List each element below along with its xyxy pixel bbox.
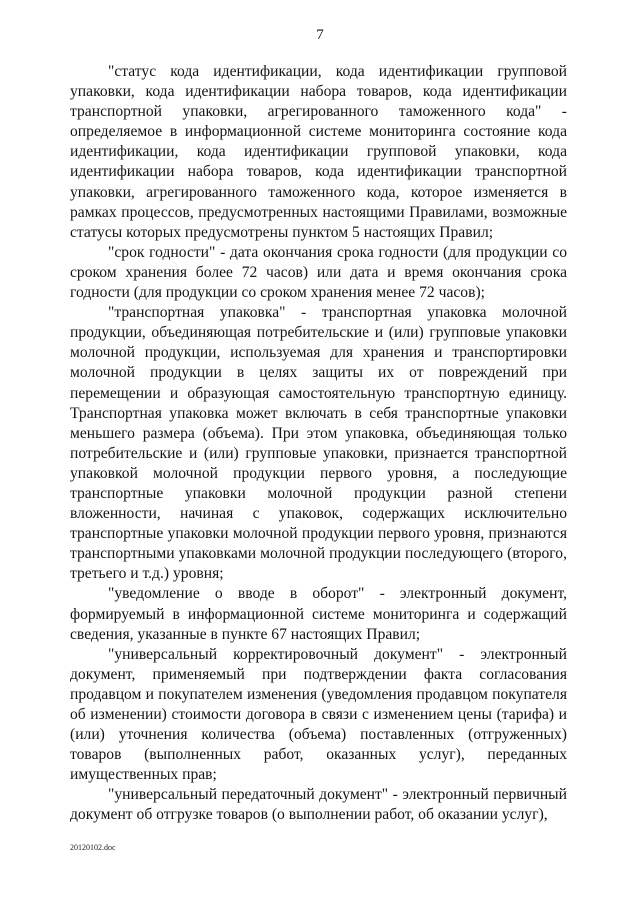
- document-body: [70, 62, 567, 826]
- paragraph-circulation-notice: "уведомление о вводе в оборот" - электронный документ, формируемый в информационной системе мониторинга и содержащий сведения, указанные в пункте 67 настоящих Правил;: [70, 585, 567, 643]
- file-name-footer: 20120102.doc: [70, 843, 116, 852]
- paragraph-universal-transfer-document: "универсальный передаточный документ" - электронный первичный документ об отгрузке товаров (о выполнении работ, об оказании услуг),: [70, 786, 567, 824]
- paragraph-status-code: "статус кода идентификации, кода идентификации групповой упаковки, кода идентификации набора товаров, кода идентификации транспортной упаковки, агрегированного таможенного кода" - определяемое в информационной системе мониторинга состояние кода идентификации, кода идентификации групповой упаковки, кода идентификации набора товаров, кода идентификации транспортной упаковки, агрегированного таможенного кода, которое изменяется в рамках процессов, предусмотренных настоящими Правилами, возможные статусы которых предусмотрены пунктом 5 настоящих Правил;: [70, 63, 567, 241]
- paragraph-transport-package: "транспортная упаковка" - транспортная упаковка молочной продукции, объединяющая потребительские и (или) групповые упаковки молочной продукции, используемая для хранения и транспортировки молочной продукции в целях защиты их от повреждений при перемещении и образующая самостоятельную транспортную единицу. Транспортная упаковка может включать в себя транспортные упаковки меньшего размера (объема). При этом упаковка, объединяющая только потребительские и (или) групповые упаковки, признается транспортной упаковкой молочной продукции первого уровня, а последующие транспортные упаковки молочной продукции разной степени вложенности, начиная с упаковок, содержащих исключительно транспортные упаковки молочной продукции первого уровня, признаются транспортными упаковками молочной продукции последующего (второго, третьего и т.д.) уровня;: [70, 304, 567, 583]
- page-number: 7: [316, 27, 324, 43]
- paragraph-universal-correction-document: "универсальный корректировочный документ" - электронный документ, применяемый при подтверждении факта согласования продавцом и покупателем изменения (уведомления продавцом покупателя об изменении) стоимости договора в связи с изменением цены (тарифа) и (или) уточнения количества (объема) поставленных (отгруженных) товаров (выполненных работ, оказанных услуг), переданных имущественных прав;: [70, 645, 567, 784]
- paragraph-shelf-life: "срок годности" - дата окончания срока годности (для продукции со сроком хранения более 72 часов) или дата и время окончания срока годности (для продукции со сроком хранения менее 72 часов);: [70, 243, 567, 302]
